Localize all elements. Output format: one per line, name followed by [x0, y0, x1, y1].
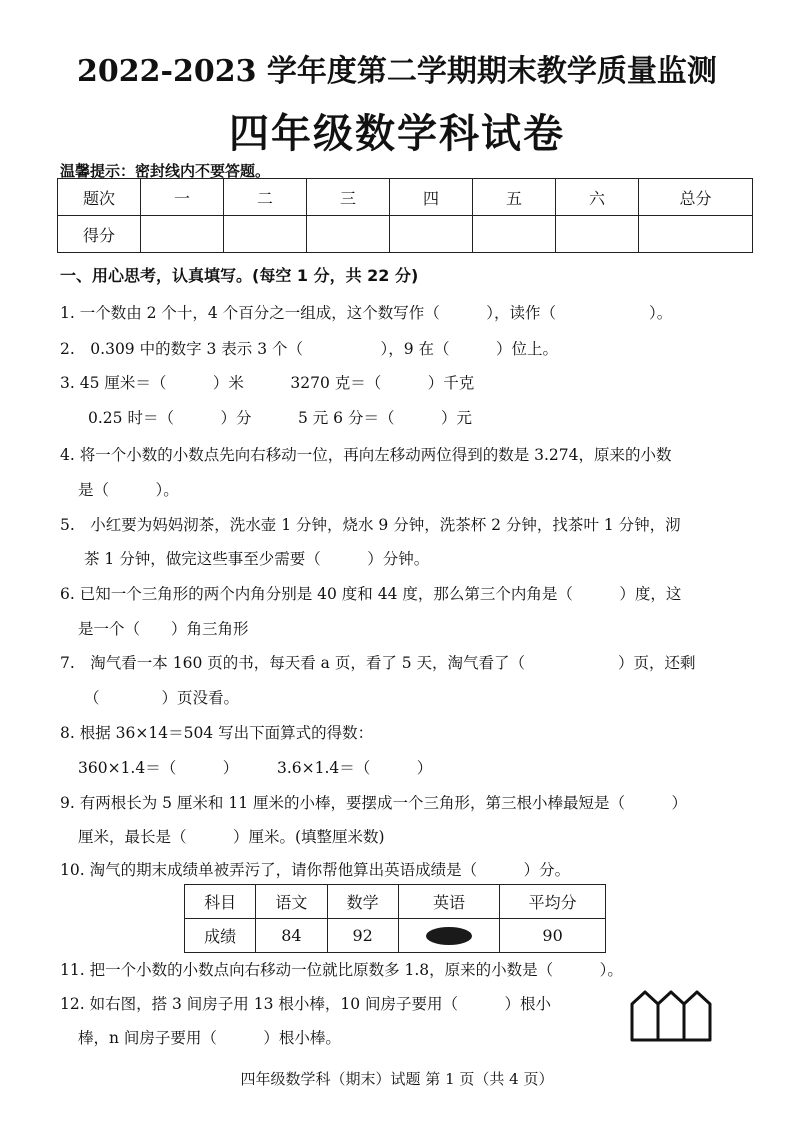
- question-12-line2: 棒，n 间房子要用（ ）根小棒。: [78, 1029, 341, 1047]
- grades-table: [184, 884, 606, 953]
- question-4-line1: 4. 将一个小数的小数点先向右移动一位，再向左移动两位得到的数是 3.274，原来的小数: [60, 446, 672, 464]
- house-3: [684, 992, 710, 1040]
- question-2: 2. 0.309 中的数字 3 表示 3 个（ ），9 在（ ）位上。: [60, 340, 559, 358]
- grades-cell: 语文: [256, 885, 327, 919]
- section-heading: 一、用心思考，认真填写。(每空 1 分，共 22 分): [60, 266, 419, 285]
- question-3-line1: 3. 45 厘米＝（ ）米 3270 克＝（ ）千克: [60, 374, 475, 392]
- page-footer: 四年级数学科（期末）试题 第 1 页（共 4 页）: [240, 1070, 554, 1088]
- score-cell: 三: [307, 179, 390, 216]
- notice-text: 温馨提示：密封线内不要答题。: [60, 162, 271, 180]
- grades-cell: 英语: [398, 885, 499, 919]
- score-cell: 六: [556, 179, 639, 216]
- grades-cell: 92: [327, 919, 398, 953]
- grades-header-row: [185, 885, 606, 919]
- question-12-line1: 12. 如右图，搭 3 间房子用 13 根小棒，10 间房子要用（ ）根小: [60, 995, 552, 1013]
- houses-stick-figure: [628, 990, 728, 1042]
- question-4-line2: 是（ ）。: [78, 481, 179, 499]
- score-entry-cell: [390, 216, 473, 253]
- grades-cell: 平均分: [500, 885, 606, 919]
- house-2: [658, 992, 684, 1040]
- ink-smudge: [426, 927, 472, 945]
- grades-cell-smudged: [398, 919, 499, 953]
- question-7-line1: 7. 淘气看一本 160 页的书，每天看 a 页，看了 5 天，淘气看了（ ）页，还剩: [60, 654, 696, 672]
- score-cell: 四: [390, 179, 473, 216]
- question-5-line1: 5. 小红要为妈妈沏茶，洗水壶 1 分钟，烧水 9 分钟，洗茶杯 2 分钟，找茶叶 1 分钟，沏: [60, 516, 681, 534]
- question-9-line2: 厘米，最长是（ ）厘米。(填整厘米数): [78, 828, 385, 846]
- exam-title-line2: 四年级数学科试卷: [229, 110, 565, 157]
- house-1: [632, 992, 658, 1040]
- question-6-line2: 是一个（ ）角三角形: [78, 620, 249, 638]
- question-11: 11. 把一个小数的小数点向右移动一位就比原数多 1.8，原来的小数是（ ）。: [60, 961, 623, 979]
- question-9-line1: 9. 有两根长为 5 厘米和 11 厘米的小棒，要摆成一个三角形，第三根小棒最短是（ ）: [60, 794, 688, 812]
- score-entry-cell: [307, 216, 390, 253]
- score-cell: 一: [141, 179, 224, 216]
- grades-cell: 成绩: [185, 919, 256, 953]
- score-cell: 二: [224, 179, 307, 216]
- question-5-line2: 茶 1 分钟，做完这些事至少需要（ ）分钟。: [84, 550, 430, 568]
- grades-cell: 90: [500, 919, 606, 953]
- score-table-header-row: [58, 179, 753, 216]
- question-3-line2: 0.25 时＝（ ）分 5 元 6 分＝（ ）元: [88, 409, 472, 427]
- score-entry-cell: [556, 216, 639, 253]
- question-7-line2: （ ）页没看。: [84, 689, 240, 707]
- score-entry-cell: [639, 216, 753, 253]
- question-10: 10. 淘气的期末成绩单被弄污了，请你帮他算出英语成绩是（ ）分。: [60, 861, 571, 879]
- exam-title-line1: 2022-2023 学年度第二学期期末教学质量监测: [77, 54, 717, 89]
- score-entry-cell: [473, 216, 556, 253]
- grades-cell: 84: [256, 919, 327, 953]
- score-table-score-row: [58, 216, 753, 253]
- grades-cell: 科目: [185, 885, 256, 919]
- grades-cell: 数学: [327, 885, 398, 919]
- score-cell: 题次: [58, 179, 141, 216]
- question-6-line1: 6. 已知一个三角形的两个内角分别是 40 度和 44 度，那么第三个内角是（ ）度，这: [60, 585, 682, 603]
- score-table: [57, 178, 753, 253]
- score-cell: 五: [473, 179, 556, 216]
- score-cell: 总分: [639, 179, 753, 216]
- score-cell: 得分: [58, 216, 141, 253]
- question-8-line2: 360×1.4＝（ ） 3.6×1.4＝（ ）: [78, 759, 433, 777]
- score-entry-cell: [141, 216, 224, 253]
- question-8-line1: 8. 根据 36×14＝504 写出下面算式的得数：: [60, 724, 374, 742]
- grades-value-row: [185, 919, 606, 953]
- score-entry-cell: [224, 216, 307, 253]
- question-1: 1. 一个数由 2 个十，4 个百分之一组成，这个数写作（ ），读作（ ）。: [60, 304, 673, 322]
